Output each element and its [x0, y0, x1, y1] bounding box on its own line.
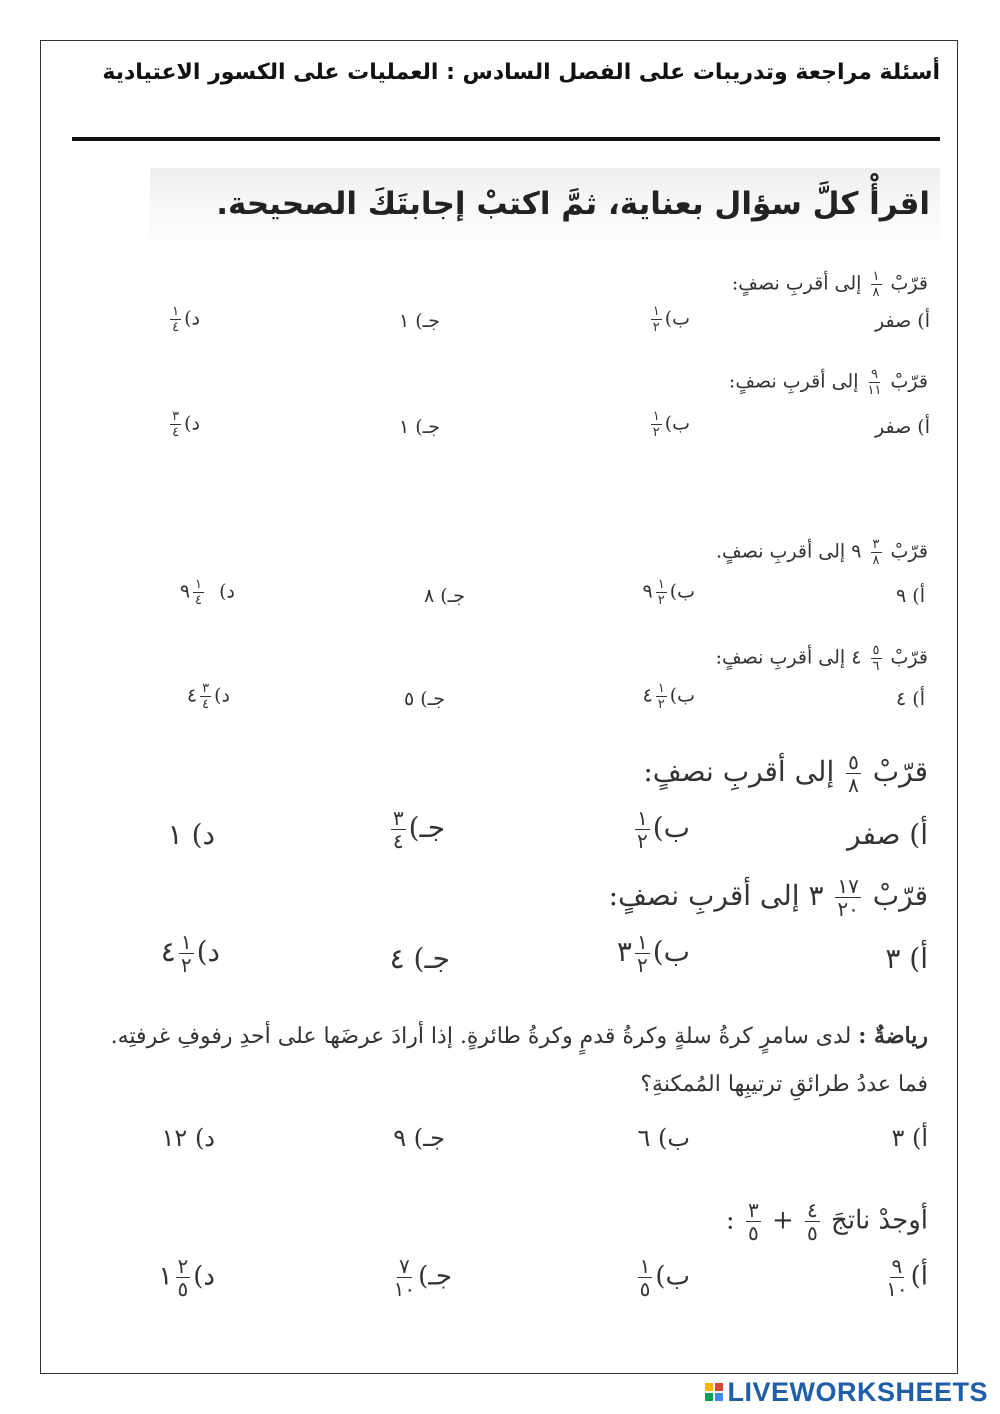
q3-option-d[interactable]: د) $\frac{١}{٤}$ ٩	[179, 577, 235, 608]
q5-option-a[interactable]: أ) صفر	[847, 818, 928, 851]
q7-option-c[interactable]: جـ) ٩	[393, 1124, 445, 1152]
question-3-fraction: $\frac{٣}{٨}$	[872, 537, 880, 568]
q1-option-c[interactable]: جـ) ١	[399, 310, 440, 332]
q7-option-b[interactable]: ب) ٦	[637, 1124, 690, 1152]
liveworksheets-icon	[705, 1383, 723, 1401]
q6-option-c[interactable]: جـ) ٤	[389, 942, 450, 975]
question-4-fraction: $\frac{٥}{٦}$	[872, 643, 880, 674]
q5-option-b[interactable]: ب) $\frac{١}{٢}$	[636, 806, 690, 853]
question-1: قرّبْ $\frac{١}{٨}$ إلى أقربِ نصفٍ:	[731, 269, 928, 300]
q4-option-b[interactable]: ب) $\frac{١}{٢}$ ٤	[642, 681, 695, 712]
q3-option-b[interactable]: ب) $\frac{١}{٢}$ ٩	[642, 577, 695, 608]
liveworksheets-brand: LIVEWORKSHEETS	[727, 1376, 988, 1407]
q2-option-c[interactable]: جـ) ١	[399, 416, 440, 438]
question-2-fraction: $\frac{٩}{١١}$	[867, 367, 882, 398]
q7-option-d[interactable]: د) ١٢	[161, 1124, 215, 1152]
question-2: قرّبْ $\frac{٩}{١١}$ إلى أقربِ نصفٍ:	[728, 367, 928, 398]
q8-option-c[interactable]: جـ) $\frac{٧}{١٠}$	[393, 1254, 452, 1301]
q8-option-d[interactable]: د) $\frac{٢}{٥}$ ١	[158, 1254, 215, 1301]
question-5-fraction: $\frac{٥}{٨}$	[848, 750, 859, 797]
q7-option-a[interactable]: أ) ٣	[891, 1124, 928, 1152]
liveworksheets-logo[interactable]	[705, 1376, 988, 1408]
q1-option-b[interactable]: ب) $\frac{١}{٢}$	[652, 304, 690, 335]
question-1-fraction: $\frac{١}{٨}$	[872, 269, 880, 300]
question-6-fraction: $\frac{١٧}{٢٠}$	[837, 874, 859, 921]
q3-option-a[interactable]: أ) ٩	[896, 585, 925, 607]
title-divider	[72, 137, 940, 141]
question-7: رياضةٌ : لدى سامرٍ كرةُ سلةٍ وكرةُ قدمٍ وكرةُ طائرةٍ. إذا أرادَ عرضَها على أحدِ رفوفِ غرفتِه. فما عددُ طرائقِ ترتيبِها المُمكنةِ؟	[110, 1023, 928, 1097]
question-3: قرّبْ $\frac{٣}{٨}$ ٩ إلى أقربِ نصفٍ.	[716, 537, 928, 568]
question-5: قرّبْ $\frac{٥}{٨}$ إلى أقربِ نصفٍ:	[643, 750, 928, 797]
q8-option-b[interactable]: ب) $\frac{١}{٥}$	[639, 1254, 690, 1301]
q2-option-d[interactable]: د) $\frac{٣}{٤}$	[172, 409, 200, 440]
q2-option-b[interactable]: ب) $\frac{١}{٢}$	[652, 409, 690, 440]
q4-option-c[interactable]: جـ) ٥	[404, 688, 445, 710]
q6-option-a[interactable]: أ) ٣	[885, 942, 928, 975]
q1-option-d[interactable]: د) $\frac{١}{٤}$	[172, 304, 200, 335]
question-6: قرّبْ $\frac{١٧}{٢٠}$ ٣ إلى أقربِ نصفٍ:	[608, 874, 928, 921]
q4-option-a[interactable]: أ) ٤	[896, 688, 925, 710]
q5-option-d[interactable]: د) ١	[167, 818, 215, 851]
q5-option-c[interactable]: جـ) $\frac{٣}{٤}$	[392, 806, 445, 853]
q2-option-a[interactable]: أ) صفر	[875, 416, 930, 438]
q4-option-d[interactable]: د) $\frac{٣}{٤}$ ٤	[186, 681, 230, 712]
q8-option-a[interactable]: أ) $\frac{٩}{١٠}$	[886, 1254, 928, 1301]
q1-option-a[interactable]: أ) صفر	[875, 310, 930, 332]
instruction-text: اقرأْ كلَّ سؤال بعناية، ثمَّ اكتبْ إجابتَكَ الصحيحة.	[216, 186, 930, 222]
page-title: أسئلة مراجعة وتدريبات على الفصل السادس : العمليات على الكسور الاعتيادية	[102, 60, 940, 85]
question-4: قرّبْ $\frac{٥}{٦}$ ٤ إلى أقربِ نصفٍ:	[715, 643, 928, 674]
q3-option-c[interactable]: جـ) ٨	[424, 585, 465, 607]
q6-option-b[interactable]: ب) $\frac{١}{٢}$ ٣	[616, 930, 690, 977]
question-8: أوجدْ ناتجَ $\frac{٤}{٥}$ + $\frac{٣}{٥}$ :	[725, 1198, 928, 1245]
q6-option-d[interactable]: د) $\frac{١}{٢}$ ٤	[160, 930, 220, 977]
